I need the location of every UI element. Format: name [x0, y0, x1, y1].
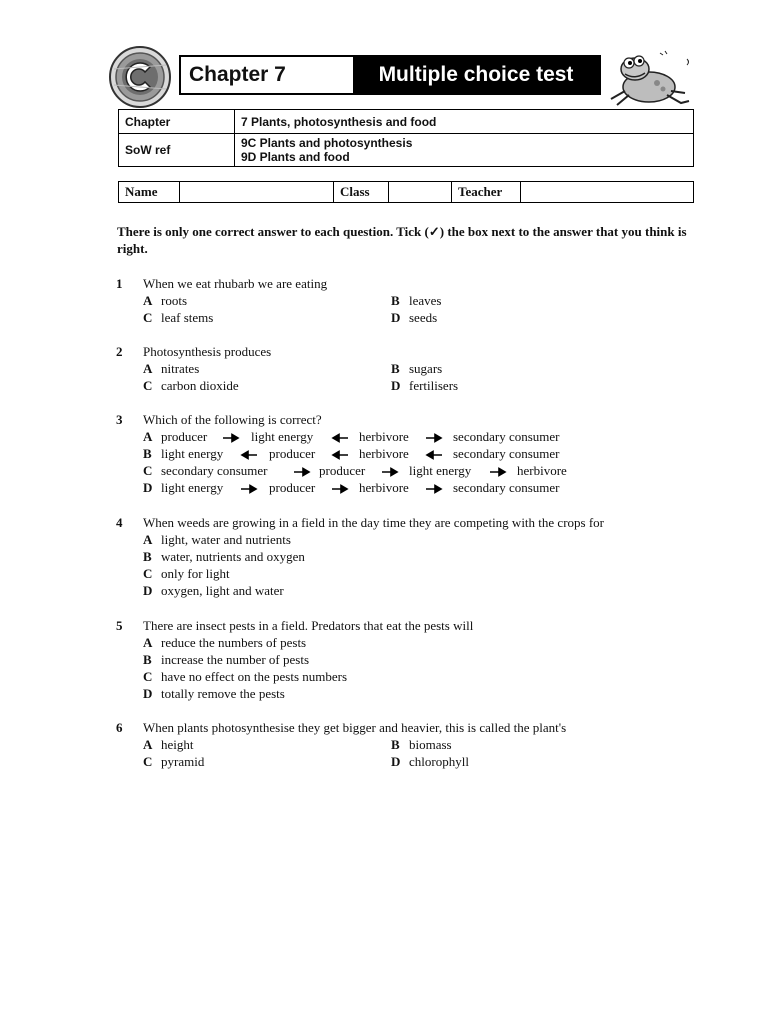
arrow-left-icon — [331, 450, 349, 460]
option-letter: B — [143, 652, 152, 667]
option-letter: D — [143, 480, 153, 495]
question-4 — [116, 514, 716, 599]
name-label: Name — [119, 182, 180, 203]
info-key: Chapter — [119, 110, 235, 134]
answer-option-a[interactable] — [143, 360, 391, 377]
chain-term: producer — [269, 446, 316, 461]
question-text: Photosynthesis produces — [143, 344, 272, 359]
question-number: 5 — [116, 618, 123, 633]
option-letter: D — [391, 754, 401, 769]
option-text: oxygen, light and water — [161, 583, 284, 598]
frog-mascot-icon — [605, 47, 693, 109]
test-title: Multiple choice test — [353, 57, 599, 93]
question-text: When we eat rhubarb we are eating — [143, 276, 328, 291]
chain-term: herbivore — [359, 429, 409, 444]
answer-option-d[interactable] — [143, 479, 716, 496]
option-text: light, water and nutrients — [161, 532, 291, 547]
option-text: height — [161, 737, 194, 752]
info-key: SoW ref — [119, 134, 235, 167]
answer-option-d[interactable] — [391, 377, 591, 394]
question-3 — [116, 411, 716, 496]
question-number: 6 — [116, 720, 123, 735]
question-6 — [116, 719, 716, 770]
chain-term: light energy — [161, 480, 224, 495]
answer-option-d[interactable] — [143, 685, 716, 702]
option-letter: A — [143, 293, 153, 308]
answer-option-c[interactable] — [143, 462, 716, 479]
option-letter: C — [143, 566, 153, 581]
option-letter: B — [143, 446, 152, 461]
chain-term: secondary consumer — [161, 463, 268, 478]
answer-options — [143, 360, 716, 394]
chapter-label: Chapter 7 — [189, 63, 286, 86]
question-stem — [116, 514, 716, 531]
info-row-sow — [119, 134, 694, 167]
option-letter: C — [143, 310, 153, 325]
arrow-left-icon — [240, 450, 258, 460]
class-field[interactable] — [389, 182, 452, 203]
chain-term: producer — [269, 480, 316, 495]
question-5 — [116, 617, 716, 702]
option-text: leaf stems — [161, 310, 214, 325]
option-letter: B — [391, 361, 400, 376]
option-letter: A — [143, 635, 153, 650]
answer-option-d[interactable] — [391, 309, 591, 326]
answer-option-c[interactable] — [143, 753, 391, 770]
arrow-right-icon — [222, 433, 240, 443]
option-letter: C — [143, 378, 153, 393]
option-text: increase the number of pests — [161, 652, 310, 667]
answer-option-b[interactable] — [143, 651, 716, 668]
question-number: 1 — [116, 276, 123, 291]
chain-term: light energy — [251, 429, 314, 444]
option-letter: A — [143, 532, 153, 547]
question-stem — [116, 617, 716, 634]
arrow-right-icon — [240, 484, 258, 494]
answer-option-b[interactable] — [391, 360, 591, 377]
chain-term: light energy — [161, 446, 224, 461]
option-letter: C — [143, 669, 153, 684]
arrow-right-icon — [381, 467, 399, 477]
question-text: When weeds are growing in a field in the day time they are competing with the crops for — [143, 515, 604, 530]
arrow-right-icon — [425, 433, 443, 443]
answer-option-a[interactable] — [143, 531, 716, 548]
question-stem — [116, 411, 716, 428]
question-1 — [116, 275, 716, 326]
answer-option-c[interactable] — [143, 668, 716, 685]
option-letter: B — [391, 737, 400, 752]
chain-term: herbivore — [359, 446, 409, 461]
answer-options — [143, 292, 716, 326]
option-letter: D — [143, 686, 153, 701]
class-label: Class — [334, 182, 389, 203]
question-stem — [116, 275, 716, 292]
answer-option-b[interactable] — [143, 445, 716, 462]
option-text: reduce the numbers of pests — [161, 635, 307, 650]
info-value-line: 9C Plants and photosynthesis — [241, 136, 413, 150]
option-letter: A — [143, 737, 153, 752]
info-value-line: 9D Plants and food — [241, 150, 350, 164]
question-number: 3 — [116, 412, 123, 427]
arrow-right-icon — [293, 467, 311, 477]
answer-option-c[interactable] — [143, 309, 391, 326]
answer-option-b[interactable] — [391, 292, 591, 309]
option-text: sugars — [409, 361, 443, 376]
question-number: 2 — [116, 344, 123, 359]
option-text: chlorophyll — [409, 754, 469, 769]
option-text: pyramid — [161, 754, 205, 769]
arrow-left-icon — [331, 433, 349, 443]
answer-option-a[interactable] — [143, 428, 716, 445]
answer-option-d[interactable] — [391, 753, 591, 770]
option-text: roots — [161, 293, 187, 308]
answer-option-b[interactable] — [391, 736, 591, 753]
chain-term: secondary consumer — [453, 446, 560, 461]
answer-options — [143, 531, 716, 599]
option-letter: C — [143, 754, 153, 769]
question-text: Which of the following is correct? — [143, 412, 322, 427]
option-text: biomass — [409, 737, 452, 752]
teacher-field[interactable] — [521, 182, 694, 203]
option-letter: D — [391, 378, 401, 393]
chain-term: herbivore — [359, 480, 409, 495]
question-text: There are insect pests in a field. Predators that eat the pests will — [143, 618, 474, 633]
student-details-table — [118, 181, 694, 203]
info-table — [118, 109, 694, 167]
option-text: seeds — [409, 310, 438, 325]
question-stem — [116, 719, 716, 736]
chain-term: secondary consumer — [453, 429, 560, 444]
question-text: When plants photosynthesise they get bigger and heavier, this is called the plant's — [143, 720, 567, 735]
instructions: There is only one correct answer to each question. Tick (✓) the box next to the answer that you think is right. — [117, 224, 687, 256]
option-text: nitrates — [161, 361, 200, 376]
answer-option-a[interactable] — [143, 292, 391, 309]
option-letter: D — [143, 583, 153, 598]
option-text: only for light — [161, 566, 230, 581]
answer-options — [143, 736, 716, 770]
question-stem — [116, 343, 716, 360]
option-text: leaves — [409, 293, 442, 308]
option-text: have no effect on the pests numbers — [161, 669, 348, 684]
chain-term: producer — [319, 463, 366, 478]
question-2 — [116, 343, 716, 394]
arrow-right-icon — [489, 467, 507, 477]
question-number: 4 — [116, 515, 123, 530]
chain-term: producer — [161, 429, 208, 444]
option-text: carbon dioxide — [161, 378, 239, 393]
chain-term: secondary consumer — [453, 480, 560, 495]
answer-option-d[interactable] — [143, 582, 716, 599]
info-value: 7 Plants, photosynthesis and food — [235, 110, 694, 134]
arrow-right-icon — [331, 484, 349, 494]
title-bar — [179, 55, 601, 95]
option-letter: C — [143, 463, 153, 478]
answer-option-a[interactable] — [143, 736, 391, 753]
answer-option-b[interactable] — [143, 548, 716, 565]
answer-option-c[interactable] — [143, 377, 391, 394]
chain-term: herbivore — [517, 463, 567, 478]
option-text: totally remove the pests — [161, 686, 285, 701]
option-letter: A — [143, 429, 153, 444]
info-value — [235, 134, 694, 167]
info-row-chapter — [119, 110, 694, 134]
name-field[interactable] — [180, 182, 334, 203]
option-text: fertilisers — [409, 378, 459, 393]
option-letter: B — [143, 549, 152, 564]
teacher-label: Teacher — [452, 182, 521, 203]
arrow-left-icon — [425, 450, 443, 460]
answer-option-a[interactable] — [143, 634, 716, 651]
answer-options — [143, 634, 716, 702]
option-letter: D — [391, 310, 401, 325]
answer-option-c[interactable] — [143, 565, 716, 582]
option-text: water, nutrients and oxygen — [161, 549, 305, 564]
food-chain-options — [143, 428, 716, 496]
option-letter: B — [391, 293, 400, 308]
option-letter: A — [143, 361, 153, 376]
chapter-logo-icon — [108, 45, 172, 109]
arrow-right-icon — [425, 484, 443, 494]
chain-term: light energy — [409, 463, 472, 478]
